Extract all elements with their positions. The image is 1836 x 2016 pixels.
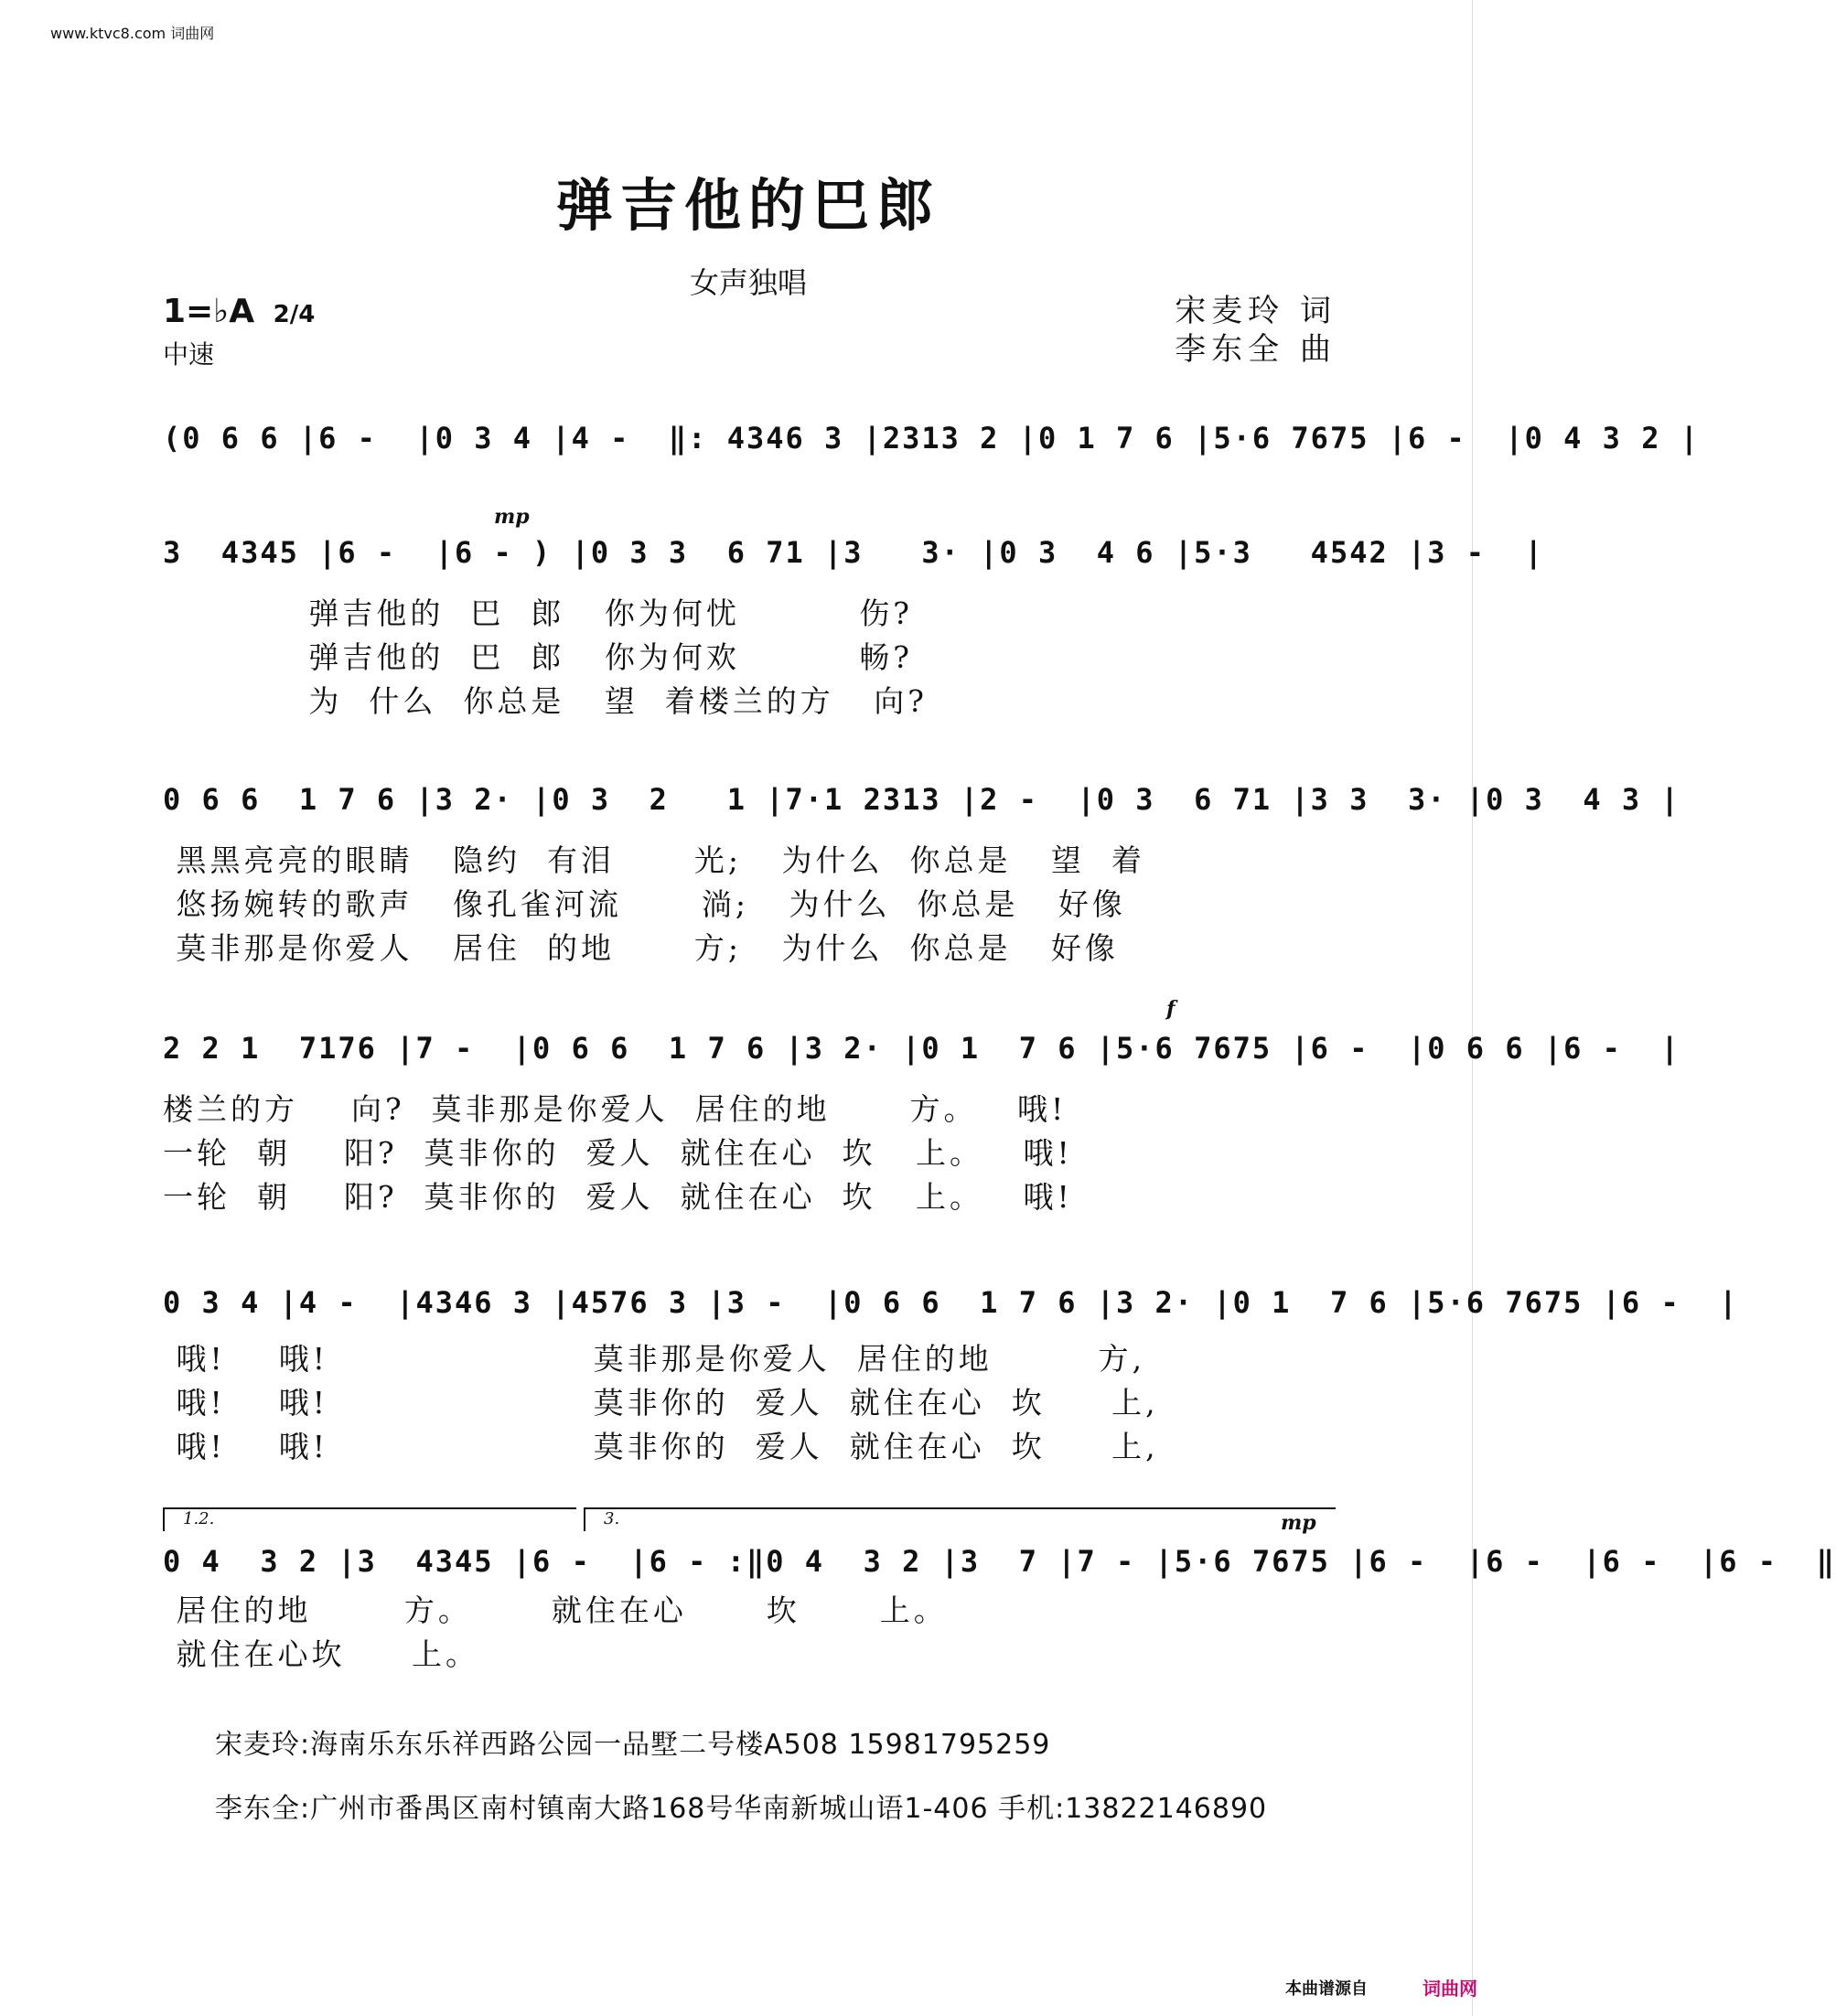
footer-source-note: 本曲谱源自 [1285,1979,1368,1999]
volta-label-2: 3. [604,1509,620,1528]
time-signature: 2/4 [273,301,316,328]
dynamic-mp-1: mp [494,505,530,529]
contact-lyricist: 宋麦玲:海南乐东乐祥西路公园一品墅二号楼A508 15981795259 [215,1729,1051,1761]
song-subtitle: 女声独唱 [689,265,807,300]
song-title: 弹吉他的巴郎 [555,172,940,239]
dynamic-f: f [1166,997,1176,1021]
lyric-line: 弹吉他的 巴 郎 你为何忧 伤? [163,595,913,631]
lyric-line: 哦! 哦! 莫非那是你爱人 居住的地 方, [163,1341,1146,1377]
tempo-marking: 中速 [163,339,215,370]
volta-bracket-2 [584,1507,1336,1531]
volta-bracket-1 [163,1507,576,1531]
lyric-line: 黑黑亮亮的眼睛 隐约 有泪 光; 为什么 你总是 望 着 [163,842,1145,878]
lyric-line: 哦! 哦! 莫非你的 爱人 就住在心 坎 上, [163,1429,1159,1464]
lyricist-credit: 宋麦玲 词 [1175,293,1337,329]
composer-credit: 李东全 曲 [1175,331,1337,368]
lyric-line: 就住在心坎 上。 [163,1636,479,1672]
contact-composer: 李东全:广州市番禺区南村镇南大路168号华南新城山语1-406 手机:13822146890 [215,1793,1268,1825]
key-signature [163,293,315,330]
lyric-line: 莫非那是你爱人 居住 的地 方; 为什么 你总是 好像 [163,930,1119,966]
key-signature-text: 1=♭A [163,293,255,330]
dynamic-mp-2: mp [1281,1511,1316,1535]
lyric-line: 弹吉他的 巴 郎 你为何欢 畅? [163,639,913,675]
score-system-6: 0 4 3 2 |3 4345 |6 - |6 - :‖0 4 3 2 |3 7 |7 - |5·6 7675 |6 - |6 - |6 - |6 - ‖ [163,1544,1836,1579]
score-system-2: 3 4345 |6 - |6 - ) |0 3 3 6 71 |3 3· |0 3 4 6 |5·3 4542 |3 - | [163,535,1544,570]
lyric-line: 为 什么 你总是 望 着楼兰的方 向? [163,683,928,719]
score-system-4: 2 2 1 7176 |7 - |0 6 6 1 7 6 |3 2· |0 1 7 6 |5·6 7675 |6 - |0 6 6 |6 - | [163,1031,1680,1066]
lyric-line: 悠扬婉转的歌声 像孔雀河流 淌; 为什么 你总是 好像 [163,886,1126,922]
score-system-5: 0 3 4 |4 - |4346 3 |4576 3 |3 - |0 6 6 1 7 6 |3 2· |0 1 7 6 |5·6 7675 |6 - | [163,1285,1739,1320]
volta-label-1: 1.2. [183,1509,215,1528]
lyric-line: 楼兰的方 向? 莫非那是你爱人 居住的地 方。 哦! [163,1091,1068,1127]
lyric-line: 居住的地 方。 就住在心 坎 上。 [163,1592,948,1628]
site-header: www.ktvc8.com 词曲网 [50,25,215,42]
score-system-1: (0 6 6 |6 - |0 3 4 |4 - ‖: 4346 3 |2313 2 |0 1 7 6 |5·6 7675 |6 - |0 4 3 2 | [163,421,1700,456]
page-edge-strip [1472,0,1489,2016]
score-system-3: 0 6 6 1 7 6 |3 2· |0 3 2 1 |7·1 2313 |2 - |0 3 6 71 |3 3 3· |0 3 4 3 | [163,782,1680,817]
lyric-line: 哦! 哦! 莫非你的 爱人 就住在心 坎 上, [163,1385,1159,1421]
footer-brand: 词曲网 [1423,1978,1477,2000]
lyric-line: 一轮 朝 阳? 莫非你的 爱人 就住在心 坎 上。 哦! [163,1135,1073,1171]
lyric-line: 一轮 朝 阳? 莫非你的 爱人 就住在心 坎 上。 哦! [163,1179,1073,1215]
